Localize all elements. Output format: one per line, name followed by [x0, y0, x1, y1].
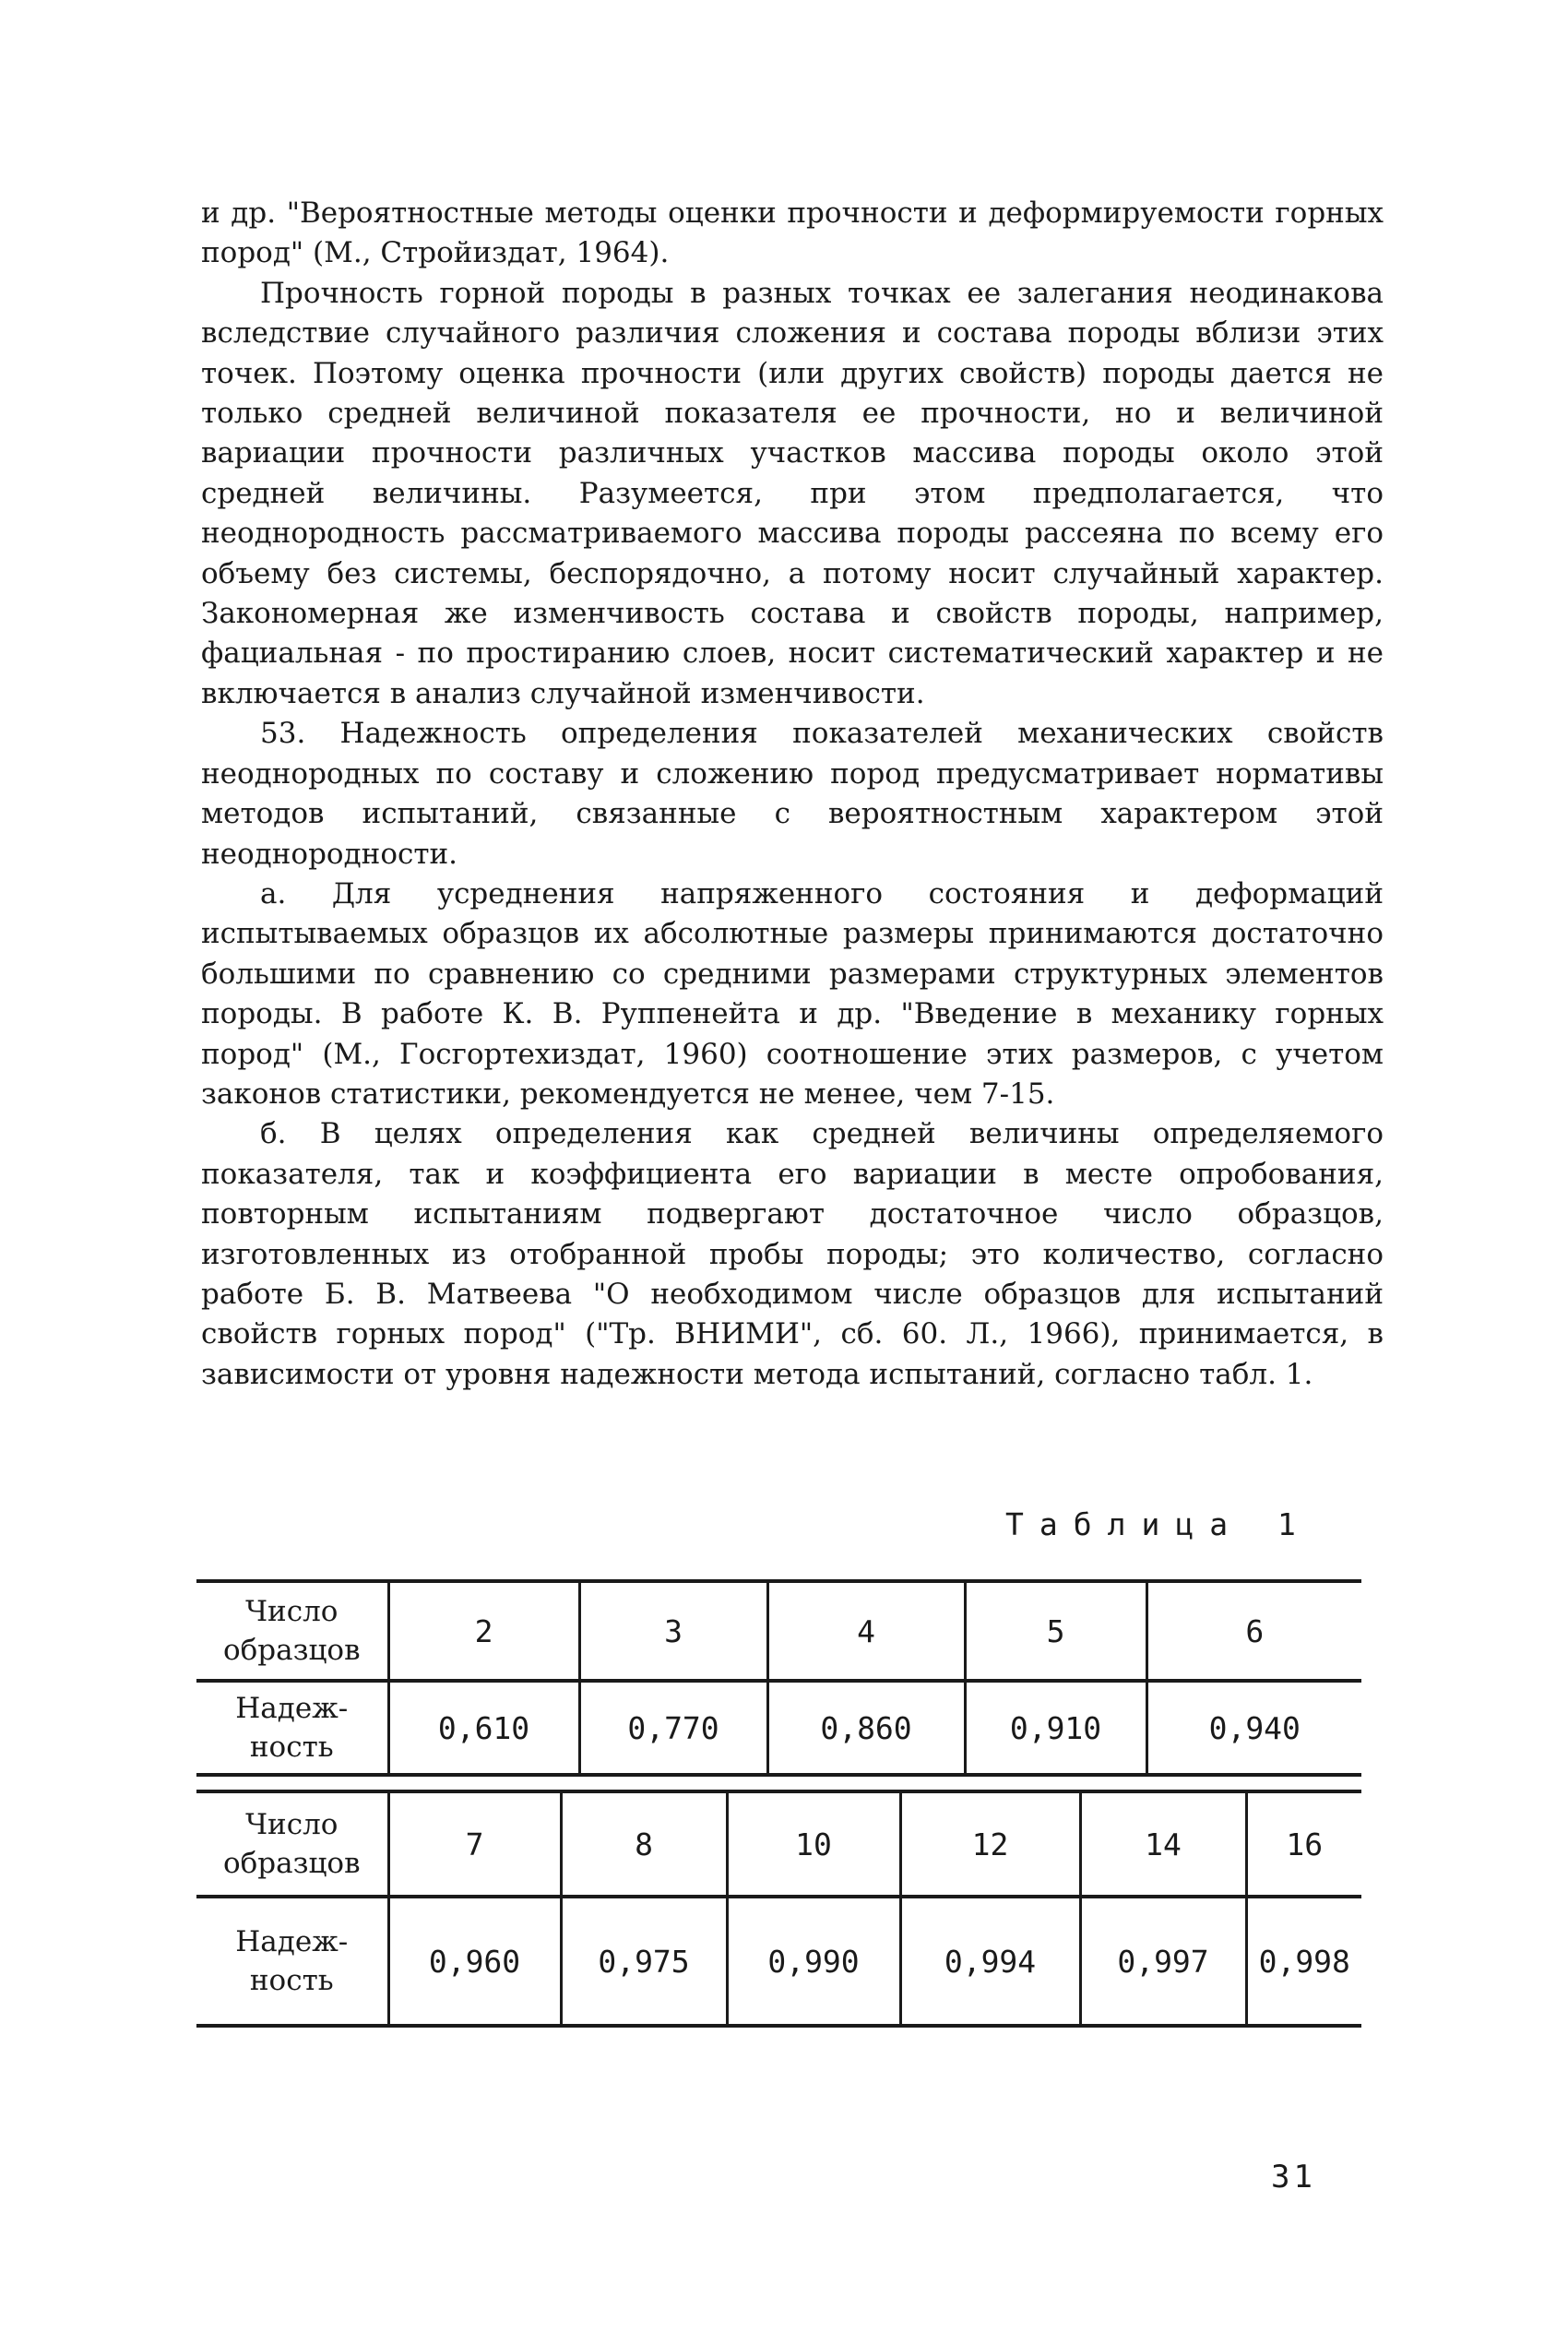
samples-cell: 3 — [579, 1581, 767, 1681]
samples-label: Число образцов — [196, 1581, 388, 1681]
table-row — [196, 1791, 1361, 1897]
samples-cell: 6 — [1146, 1581, 1361, 1681]
paragraph-item-53: 53. Надежность определения показателей механических свойств неоднородных по составу и сложению пород предусматривает нормативы методов испытаний, связанные с вероятностным характером этой неоднородности. — [201, 717, 1384, 871]
reliability-cell: 0,975 — [561, 1897, 727, 2026]
reliability-cell: 0,997 — [1080, 1897, 1246, 2026]
reliability-cell: 0,940 — [1146, 1681, 1361, 1775]
samples-cell: 4 — [767, 1581, 965, 1681]
paragraph-rock-strength: Прочность горной породы в разных точках ее залегания неодинакова вследствие случайного различия сложения и состава породы вблизи этих точек. Поэтому оценка прочности (или других свойств) породы дается не только средней величиной показателя ее прочности, но и величиной вариации прочности различных участков массива породы около этой средней величины. Разумеется, при этом предполагается, что неоднородность рассматриваемого массива породы рассеяна по всему его объему без системы, беспорядочно, а потому носит случайный характер. Закономерная же изменчивость состава и свойств породы, например, фациальная - по простиранию слоев, носит систематический характер и не включается в анализ случайной изменчивости. — [201, 276, 1384, 710]
reliability-table-part-2 — [196, 1790, 1361, 2028]
samples-label: Число образцов — [196, 1791, 388, 1897]
reliability-cell: 0,770 — [579, 1681, 767, 1775]
reliability-cell: 0,998 — [1246, 1897, 1361, 2026]
body-text — [201, 194, 1384, 1395]
samples-cell: 7 — [388, 1791, 561, 1897]
table-row — [196, 1681, 1361, 1775]
paragraph-item-a: а. Для усреднения напряженного состояния и деформаций испытываемых образцов их абсолютные размеры принимаются достаточно большими по сравнению со средними размерами структурных элементов породы. В работе К. В. Руппенейта и др. "Введение в механику горных пород" (М., Госгортехиздат, 1960) соотношение этих размеров, с учетом законов статистики, рекомендуется не менее, чем 7-15. — [201, 876, 1384, 1111]
samples-cell: 2 — [388, 1581, 579, 1681]
samples-cell: 14 — [1080, 1791, 1246, 1897]
table-row — [196, 1897, 1361, 2026]
reliability-cell: 0,910 — [965, 1681, 1146, 1775]
reliability-cell: 0,860 — [767, 1681, 965, 1775]
reliability-label: Надеж- ность — [196, 1681, 388, 1775]
paragraph-item-b: б. В целях определения как средней величины определяемого показателя, так и коэффициента его вариации в месте опробования, повторным испытаниям подвергают достаточное число образцов, изготовленных из отобранной пробы породы; это количество, согласно работе Б. В. Матвеева "О необходимом числе образцов для испытаний свойств горных пород" ("Тр. ВНИМИ", сб. 60. Л., 1966), принимается, в зависимости от уровня надежности метода испытаний, согласно табл. 1. — [201, 1117, 1384, 1391]
paragraph-continuation: и др. "Вероятностные методы оценки прочности и деформируемости горных пород" (М., Стройиздат, 1964). — [201, 196, 1384, 270]
table-caption: Таблица 1 — [1005, 1506, 1312, 1542]
reliability-cell: 0,990 — [727, 1897, 900, 2026]
samples-cell: 8 — [561, 1791, 727, 1897]
page-number: 31 — [1271, 2159, 1316, 2195]
samples-cell: 10 — [727, 1791, 900, 1897]
reliability-table-part-1 — [196, 1579, 1361, 1777]
samples-cell: 5 — [965, 1581, 1146, 1681]
reliability-cell: 0,610 — [388, 1681, 579, 1775]
table-row — [196, 1581, 1361, 1681]
reliability-label: Надеж- ность — [196, 1897, 388, 2026]
samples-cell: 16 — [1246, 1791, 1361, 1897]
reliability-cell: 0,960 — [388, 1897, 561, 2026]
reliability-cell: 0,994 — [900, 1897, 1080, 2026]
samples-cell: 12 — [900, 1791, 1080, 1897]
